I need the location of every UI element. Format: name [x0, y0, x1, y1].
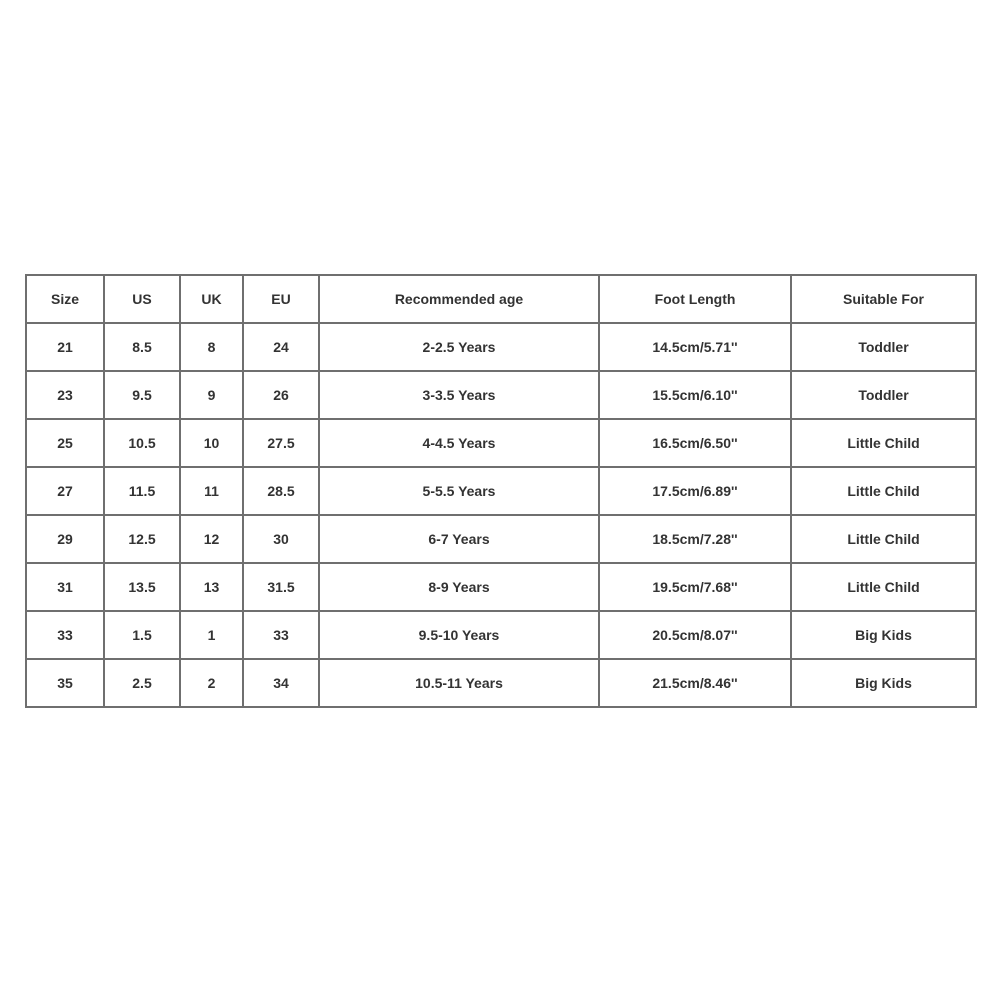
cell-suitable-for: Little Child — [791, 467, 976, 515]
cell-us: 13.5 — [104, 563, 180, 611]
cell-uk: 12 — [180, 515, 243, 563]
cell-uk: 1 — [180, 611, 243, 659]
cell-uk: 13 — [180, 563, 243, 611]
table-row — [26, 467, 976, 515]
cell-size: 33 — [26, 611, 104, 659]
cell-us: 12.5 — [104, 515, 180, 563]
cell-eu: 24 — [243, 323, 319, 371]
cell-size: 25 — [26, 419, 104, 467]
cell-suitable-for: Toddler — [791, 371, 976, 419]
cell-us: 10.5 — [104, 419, 180, 467]
cell-foot-length: 21.5cm/8.46'' — [599, 659, 791, 707]
table-row — [26, 611, 976, 659]
header-foot-length: Foot Length — [599, 275, 791, 323]
cell-us: 2.5 — [104, 659, 180, 707]
cell-recommended-age: 3-3.5 Years — [319, 371, 599, 419]
cell-eu: 31.5 — [243, 563, 319, 611]
cell-uk: 9 — [180, 371, 243, 419]
cell-us: 1.5 — [104, 611, 180, 659]
cell-foot-length: 15.5cm/6.10'' — [599, 371, 791, 419]
table-row — [26, 371, 976, 419]
header-suitable-for: Suitable For — [791, 275, 976, 323]
cell-suitable-for: Toddler — [791, 323, 976, 371]
header-us: US — [104, 275, 180, 323]
cell-eu: 30 — [243, 515, 319, 563]
cell-suitable-for: Little Child — [791, 419, 976, 467]
header-size: Size — [26, 275, 104, 323]
cell-eu: 34 — [243, 659, 319, 707]
cell-uk: 11 — [180, 467, 243, 515]
table-row — [26, 419, 976, 467]
cell-recommended-age: 10.5-11 Years — [319, 659, 599, 707]
cell-suitable-for: Big Kids — [791, 611, 976, 659]
cell-suitable-for: Little Child — [791, 515, 976, 563]
cell-foot-length: 18.5cm/7.28'' — [599, 515, 791, 563]
cell-uk: 8 — [180, 323, 243, 371]
table-row — [26, 323, 976, 371]
cell-foot-length: 14.5cm/5.71'' — [599, 323, 791, 371]
cell-size: 21 — [26, 323, 104, 371]
cell-foot-length: 17.5cm/6.89'' — [599, 467, 791, 515]
cell-size: 23 — [26, 371, 104, 419]
cell-size: 31 — [26, 563, 104, 611]
size-chart-table — [25, 274, 977, 708]
cell-recommended-age: 5-5.5 Years — [319, 467, 599, 515]
cell-eu: 26 — [243, 371, 319, 419]
cell-eu: 33 — [243, 611, 319, 659]
table-row — [26, 563, 976, 611]
cell-recommended-age: 6-7 Years — [319, 515, 599, 563]
cell-suitable-for: Little Child — [791, 563, 976, 611]
header-uk: UK — [180, 275, 243, 323]
table-header-row — [26, 275, 976, 323]
cell-foot-length: 19.5cm/7.68'' — [599, 563, 791, 611]
cell-us: 9.5 — [104, 371, 180, 419]
cell-foot-length: 16.5cm/6.50'' — [599, 419, 791, 467]
cell-recommended-age: 4-4.5 Years — [319, 419, 599, 467]
cell-size: 35 — [26, 659, 104, 707]
cell-us: 8.5 — [104, 323, 180, 371]
cell-uk: 2 — [180, 659, 243, 707]
cell-uk: 10 — [180, 419, 243, 467]
cell-us: 11.5 — [104, 467, 180, 515]
cell-recommended-age: 9.5-10 Years — [319, 611, 599, 659]
table-row — [26, 659, 976, 707]
cell-eu: 27.5 — [243, 419, 319, 467]
cell-recommended-age: 8-9 Years — [319, 563, 599, 611]
header-recommended-age: Recommended age — [319, 275, 599, 323]
table-row — [26, 515, 976, 563]
cell-eu: 28.5 — [243, 467, 319, 515]
cell-suitable-for: Big Kids — [791, 659, 976, 707]
header-eu: EU — [243, 275, 319, 323]
cell-recommended-age: 2-2.5 Years — [319, 323, 599, 371]
cell-size: 29 — [26, 515, 104, 563]
cell-size: 27 — [26, 467, 104, 515]
cell-foot-length: 20.5cm/8.07'' — [599, 611, 791, 659]
